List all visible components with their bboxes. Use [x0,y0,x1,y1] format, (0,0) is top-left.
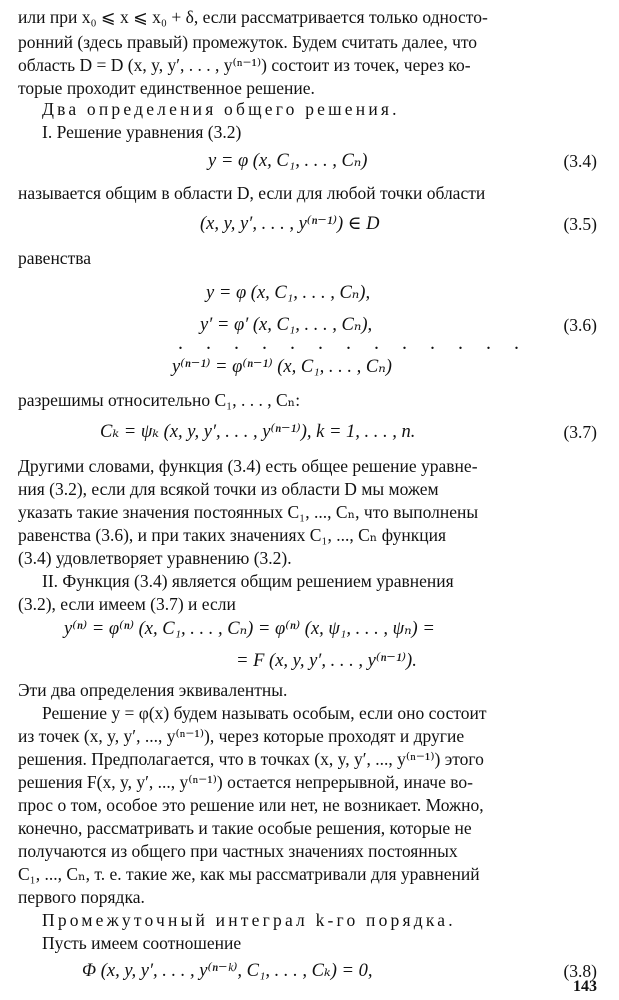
text-line: торые проходит единственное решение. [18,78,315,98]
text-line: прос о том, особое это решение или нет, не возникает. Можно, [18,795,484,815]
equation-3-6-line3: y⁽ⁿ⁻¹⁾ = φ⁽ⁿ⁻¹⁾ (x, C₁, . . . , Cₙ) [172,357,392,377]
text-line: Пусть имеем соотношение [42,933,242,953]
text-line: (3.2), если имеем (3.7) и если [18,594,236,614]
text-line: ния (3.2), если для всякой точки из области D мы можем [18,479,439,499]
text-line: I. Решение уравнения (3.2) [42,122,242,142]
equation-unnumbered-line1: y⁽ⁿ⁾ = φ⁽ⁿ⁾ (x, C₁, . . . , Cₙ) = φ⁽ⁿ⁾ (x, ψ₁, . . . , ψₙ) = [64,619,435,639]
equation-number: (3.4) [563,151,597,171]
equation-unnumbered-line2: = F (x, y, y′, . . . , y⁽ⁿ⁻¹⁾). [236,651,417,671]
equation-3-4: y = φ (x, C₁, . . . , Cₙ) [208,151,368,171]
text-line: равенства [18,248,92,268]
equation-3-5: (x, y, y′, . . . , y⁽ⁿ⁻¹⁾) ∈ D [200,214,380,234]
text-line: конечно, рассматривать и такие особые решения, которые не [18,818,472,838]
page-number: 143 [573,978,597,995]
text-line: равенства (3.6), и при таких значениях C₁, ..., Cₙ функция [18,525,447,545]
text-line: Эти два определения эквивалентны. [18,680,288,700]
text-line: разрешимы относительно C₁, . . . , Cₙ: [18,390,301,410]
text-line: область D = D (x, y, y′, . . . , y⁽ⁿ⁻¹⁾) состоит из точек, через ко- [18,55,471,75]
equation-3-6-line2: y′ = φ′ (x, C₁, . . . , Cₙ), [200,315,373,335]
equation-3-7: Cₖ = ψₖ (x, y, y′, . . . , y⁽ⁿ⁻¹⁾), k = 1, . . . , n. [100,422,416,442]
equation-number: (3.5) [563,214,597,234]
equation-3-8: Φ (x, y, y′, . . . , y⁽ⁿ⁻ᵏ⁾, C₁, . . . , Cₖ) = 0, [82,961,373,981]
equation-3-6-dots: . . . . . . . . . . . . . [178,332,528,354]
section-heading: Промежуточный интеграл k-го порядка. [42,910,456,930]
text-line: первого порядка. [18,887,145,907]
text-line: из точек (x, y, y′, ..., y⁽ⁿ⁻¹⁾), через которые проходят и другие [18,726,465,746]
text-line: называется общим в области D, если для любой точки области [18,183,486,203]
text-line: или при x₀ ⩽ x ⩽ x₀ + δ, если рассматривается только односто- [18,7,488,27]
equation-3-6-line1: y = φ (x, C₁, . . . , Cₙ), [206,283,371,303]
equation-number: (3.6) [563,315,597,335]
text-line: (3.4) удовлетворяет уравнению (3.2). [18,548,292,568]
text-line: указать такие значения постоянных C₁, ..., Cₙ, что выполнены [18,502,479,522]
text-line: C₁, ..., Cₙ, т. е. такие же, как мы рассматривали для уравнений [18,864,480,884]
text-line: решения F(x, y, y′, ..., y⁽ⁿ⁻¹⁾) остается непрерывной, иначе во- [18,772,473,792]
text-line: II. Функция (3.4) является общим решением уравнения [42,571,454,591]
equation-number: (3.7) [563,422,597,442]
section-heading: Два определения общего решения. [42,99,400,119]
text-line: Решение y = φ(x) будем называть особым, если оно состоит [42,703,487,723]
equation-number: (3.8) [563,961,597,981]
text-line: решения. Предполагается, что в точках (x, y, y′, ..., y⁽ⁿ⁻¹⁾) этого [18,749,484,769]
text-line: получаются из общего при частных значениях постоянных [18,841,458,861]
text-line: ронний (здесь правый) промежуток. Будем считать далее, что [18,32,478,52]
text-line: Другими словами, функция (3.4) есть общее решение уравне- [18,456,478,476]
